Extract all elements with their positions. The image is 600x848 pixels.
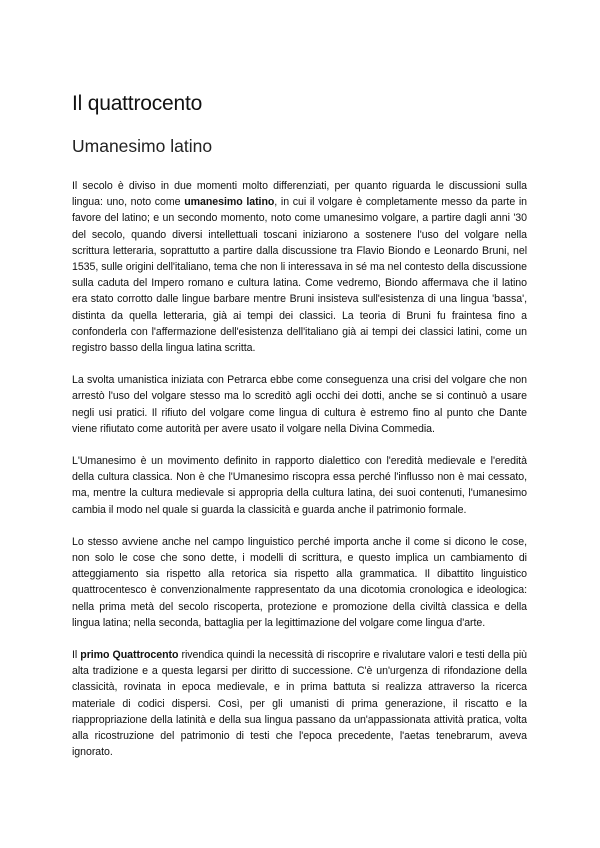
page-title: Il quattrocento [72,92,203,115]
paragraph-1-text-a: Il secolo è diviso in due momenti molto differenziati, per quanto riguarda le discussioni sulla lingua: uno, noto come [72,180,527,209]
paragraph-2: La svolta umanistica iniziata con Petrarca ebbe come conseguenza una crisi del volgare che non arrestò l'uso del volgare stesso ma lo screditò agli occhi dei dotti, anche se si continuò a usare negli usi pratici. Il rifiuto del volgare come lingua di cultura è estremo fino al punto che Dante viene rifiutato come autorità per avere usato il volgare nella Divina Commedia. [72,374,527,435]
paragraph-5-text-b: rivendica quindi la necessità di riscoprire e rivalutare valori e testi della più alta tradizione e a questa legarsi per diritto di successione. C'è un'urgenza di rifondazione della classicità, rovinata in epoca medievale, e in prima battuta si realizza attraverso la ricerca materiale di codici dispersi. Così, per gli umanisti di prima generazione, il riscatto e la riappropriazione della latinità e della sua lingua passano da un'appassionata attività pratica, volta alla ricostruzione del patrimonio di testi che l'epoca precedente, l'aetas tenebrarum, aveva ignorato. [72,649,527,759]
paragraph-5-bold-term: primo Quattrocento [80,649,179,662]
paragraph-1 [72,178,527,356]
paragraph-5-text-a: Il [72,649,81,662]
paragraph-1-bold-term: umanesimo latino [184,196,275,209]
paragraph-3: L'Umanesimo è un movimento definito in rapporto dialettico con l'eredità medievale e l'eredità della cultura classica. Non è che l'Umanesimo riscopra essa perché l'influsso non è mai cessato, ma, mentre la cultura medievale si appropria della cultura latina, dei suoi contenuti, l'umanesimo cambia il modo nel quale si guarda la classicità e guarda anche il patrimonio formale. [72,455,527,516]
document-body [72,178,527,777]
paragraph-4: Lo stesso avviene anche nel campo linguistico perché importa anche il come si dicono le cose, non solo le cose che sono dette, i modelli di scrittura, e questo implica un cambiamento di atteggiamento sia rispetto alla retorica sia rispetto alla grammatica. Il dibattito linguistico quattrocentesco è convenzionalmente rappresentato da una dicotomia cronologica e ideologica: nella prima metà del secolo riscoperta, protezione e promozione della civiltà classica e della lingua latina; nella seconda, battaglia per la legittimazione del volgare come lingua d'arte. [72,535,527,629]
section-subtitle: Umanesimo latino [72,136,213,156]
paragraph-5 [72,647,527,760]
paragraph-1-text-b: , in cui il volgare è completamente messo da parte in favore del latino; e un secondo momento, noto come umanesimo volgare, a partire dagli anni '30 del secolo, quando diversi intellettuali toscani iniziarono a sostenere l'uso del volgare nella scrittura letteraria, soprattutto a partire dalla discussione tra Flavio Biondo e Leonardo Bruni, nel 1535, sulle origini dell'italiano, tema che non li interessava in sé ma nel contesto della discussione sulla caduta del Impero romano e cultura latina. Come vedremo, Biondo affermava che il latino era stato corrotto dalle lingue barbare mentre Bruni insisteva sull'esistenza di una lingua 'bassa', distinta da quella letteraria, già ai tempi dei classici. La teoria di Bruni fu fraintesa fino a confonderla con l'affermazione dell'esistenza dell'italiano già ai tempi dei classici latini, come un registro basso della lingua latina scritta. [72,196,528,355]
